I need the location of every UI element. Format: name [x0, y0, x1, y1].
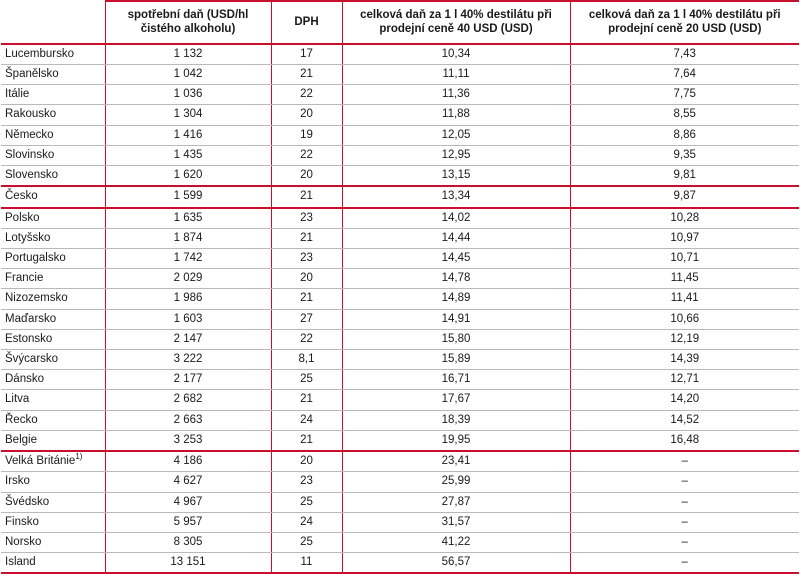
cell-excise: 1 986 [105, 289, 271, 309]
cell-vat: 21 [271, 390, 342, 410]
excise-tax-table [1, 0, 799, 574]
cell-tax20: 7,75 [570, 85, 799, 105]
cell-vat: 27 [271, 309, 342, 329]
cell-tax40: 13,15 [342, 166, 570, 187]
cell-country: Švýcarsko [1, 350, 105, 370]
cell-excise: 3 253 [105, 430, 271, 451]
table-row [1, 248, 799, 268]
cell-excise: 1 036 [105, 85, 271, 105]
table-row [1, 410, 799, 430]
cell-tax20: 10,97 [570, 228, 799, 248]
cell-excise: 1 603 [105, 309, 271, 329]
cell-tax20: 14,39 [570, 350, 799, 370]
table-row [1, 228, 799, 248]
cell-tax40: 27,87 [342, 492, 570, 512]
cell-tax40: 14,89 [342, 289, 570, 309]
cell-tax20: 9,35 [570, 145, 799, 165]
table-row [1, 166, 799, 187]
table-row [1, 492, 799, 512]
cell-excise: 2 147 [105, 329, 271, 349]
cell-vat: 22 [271, 85, 342, 105]
cell-country: Řecko [1, 410, 105, 430]
cell-country: Česko [1, 186, 105, 207]
table-row [1, 430, 799, 451]
cell-vat: 20 [271, 105, 342, 125]
cell-tax20: 8,86 [570, 125, 799, 145]
cell-country: Island [1, 553, 105, 574]
column-header-country [1, 1, 105, 44]
table-row [1, 186, 799, 207]
cell-tax40: 11,88 [342, 105, 570, 125]
cell-excise: 4 967 [105, 492, 271, 512]
cell-vat: 25 [271, 492, 342, 512]
cell-country: Dánsko [1, 370, 105, 390]
cell-excise: 1 599 [105, 186, 271, 207]
cell-vat: 20 [271, 166, 342, 187]
cell-country: Lotyšsko [1, 228, 105, 248]
column-header-excise: spotřební daň (USD/hl čistého alkoholu) [105, 1, 271, 44]
cell-tax20: 16,48 [570, 430, 799, 451]
table-row [1, 289, 799, 309]
cell-vat: 25 [271, 533, 342, 553]
cell-tax20: 14,20 [570, 390, 799, 410]
column-header-vat: DPH [271, 1, 342, 44]
cell-country: Velká Británie$^{1)}$ [1, 451, 105, 472]
cell-vat: 17 [271, 44, 342, 65]
cell-vat: 23 [271, 208, 342, 229]
cell-tax40: 14,02 [342, 208, 570, 229]
cell-vat: 20 [271, 451, 342, 472]
cell-tax20: 9,87 [570, 186, 799, 207]
table-row [1, 309, 799, 329]
cell-country: Litva [1, 390, 105, 410]
cell-tax40: 19,95 [342, 430, 570, 451]
table-row [1, 44, 799, 65]
cell-tax40: 10,34 [342, 44, 570, 65]
cell-tax20: 10,28 [570, 208, 799, 229]
cell-country: Itálie [1, 85, 105, 105]
cell-excise: 1 742 [105, 248, 271, 268]
cell-country: Švédsko [1, 492, 105, 512]
cell-excise: 1 874 [105, 228, 271, 248]
cell-excise: 1 620 [105, 166, 271, 187]
cell-tax40: 25,99 [342, 472, 570, 492]
cell-tax40: 11,36 [342, 85, 570, 105]
cell-tax20: 7,43 [570, 44, 799, 65]
table-row [1, 269, 799, 289]
cell-excise: 3 222 [105, 350, 271, 370]
cell-country: Francie [1, 269, 105, 289]
table-row [1, 329, 799, 349]
cell-tax20: – [570, 451, 799, 472]
cell-excise: 2 682 [105, 390, 271, 410]
table-row [1, 533, 799, 553]
cell-vat: 20 [271, 269, 342, 289]
cell-tax20: 11,45 [570, 269, 799, 289]
table-row [1, 85, 799, 105]
cell-tax20: 9,81 [570, 166, 799, 187]
cell-tax40: 13,34 [342, 186, 570, 207]
cell-excise: 1 435 [105, 145, 271, 165]
cell-tax40: 18,39 [342, 410, 570, 430]
cell-tax20: 12,19 [570, 329, 799, 349]
cell-country: Nizozemsko [1, 289, 105, 309]
cell-excise: 1 304 [105, 105, 271, 125]
cell-vat: 21 [271, 289, 342, 309]
cell-tax40: 15,80 [342, 329, 570, 349]
table-row [1, 472, 799, 492]
cell-country: Slovensko [1, 166, 105, 187]
cell-tax20: – [570, 472, 799, 492]
cell-tax40: 41,22 [342, 533, 570, 553]
cell-excise: 4 627 [105, 472, 271, 492]
table-row [1, 451, 799, 472]
cell-vat: 23 [271, 248, 342, 268]
cell-excise: 8 305 [105, 533, 271, 553]
cell-tax40: 31,57 [342, 512, 570, 532]
cell-vat: 21 [271, 186, 342, 207]
cell-tax40: 11,11 [342, 64, 570, 84]
cell-vat: 25 [271, 370, 342, 390]
table-row [1, 390, 799, 410]
cell-tax40: 14,45 [342, 248, 570, 268]
cell-tax20: – [570, 492, 799, 512]
cell-vat: 24 [271, 410, 342, 430]
cell-country: Belgie [1, 430, 105, 451]
cell-vat: 22 [271, 145, 342, 165]
table-row [1, 370, 799, 390]
table-header-row [1, 1, 799, 44]
cell-excise: 4 186 [105, 451, 271, 472]
cell-excise: 1 042 [105, 64, 271, 84]
cell-tax20: 14,52 [570, 410, 799, 430]
cell-excise: 5 957 [105, 512, 271, 532]
cell-vat: 22 [271, 329, 342, 349]
cell-vat: 21 [271, 228, 342, 248]
cell-country: Estonsko [1, 329, 105, 349]
cell-vat: 23 [271, 472, 342, 492]
cell-tax40: 23,41 [342, 451, 570, 472]
table-header [1, 1, 799, 44]
cell-country: Maďarsko [1, 309, 105, 329]
cell-country: Finsko [1, 512, 105, 532]
cell-tax20: 10,71 [570, 248, 799, 268]
cell-tax40: 12,95 [342, 145, 570, 165]
table-row [1, 553, 799, 574]
cell-excise: 1 416 [105, 125, 271, 145]
cell-vat: 19 [271, 125, 342, 145]
cell-tax40: 14,91 [342, 309, 570, 329]
column-header-total-tax-price20: celková daň za 1 l 40% destilátu při prodejní ceně 20 USD (USD) [570, 1, 799, 44]
cell-country: Irsko [1, 472, 105, 492]
cell-country: Lucembursko [1, 44, 105, 65]
cell-tax40: 56,57 [342, 553, 570, 574]
cell-tax20: – [570, 512, 799, 532]
cell-tax40: 12,05 [342, 125, 570, 145]
cell-tax40: 14,78 [342, 269, 570, 289]
table-row [1, 145, 799, 165]
cell-tax20: 10,66 [570, 309, 799, 329]
cell-country: Španělsko [1, 64, 105, 84]
cell-excise: 1 132 [105, 44, 271, 65]
cell-tax40: 16,71 [342, 370, 570, 390]
table-row [1, 125, 799, 145]
cell-excise: 13 151 [105, 553, 271, 574]
cell-tax20: – [570, 533, 799, 553]
table-row [1, 208, 799, 229]
cell-country: Norsko [1, 533, 105, 553]
cell-country: Rakousko [1, 105, 105, 125]
cell-tax20: 7,64 [570, 64, 799, 84]
cell-excise: 2 663 [105, 410, 271, 430]
table-row [1, 350, 799, 370]
cell-country: Portugalsko [1, 248, 105, 268]
cell-vat: 11 [271, 553, 342, 574]
cell-tax20: 11,41 [570, 289, 799, 309]
cell-country: Německo [1, 125, 105, 145]
table-body [1, 44, 799, 574]
cell-country: Polsko [1, 208, 105, 229]
cell-country: Slovinsko [1, 145, 105, 165]
cell-vat: 21 [271, 430, 342, 451]
table-row [1, 64, 799, 84]
table-row [1, 105, 799, 125]
cell-excise: 2 029 [105, 269, 271, 289]
cell-tax20: 12,71 [570, 370, 799, 390]
cell-tax20: – [570, 553, 799, 574]
cell-vat: 24 [271, 512, 342, 532]
cell-tax20: 8,55 [570, 105, 799, 125]
cell-tax40: 17,67 [342, 390, 570, 410]
cell-tax40: 15,89 [342, 350, 570, 370]
cell-excise: 1 635 [105, 208, 271, 229]
table-row [1, 512, 799, 532]
cell-tax40: 14,44 [342, 228, 570, 248]
cell-excise: 2 177 [105, 370, 271, 390]
column-header-total-tax-price40: celková daň za 1 l 40% destilátu při prodejní ceně 40 USD (USD) [342, 1, 570, 44]
cell-vat: 8,1 [271, 350, 342, 370]
cell-vat: 21 [271, 64, 342, 84]
